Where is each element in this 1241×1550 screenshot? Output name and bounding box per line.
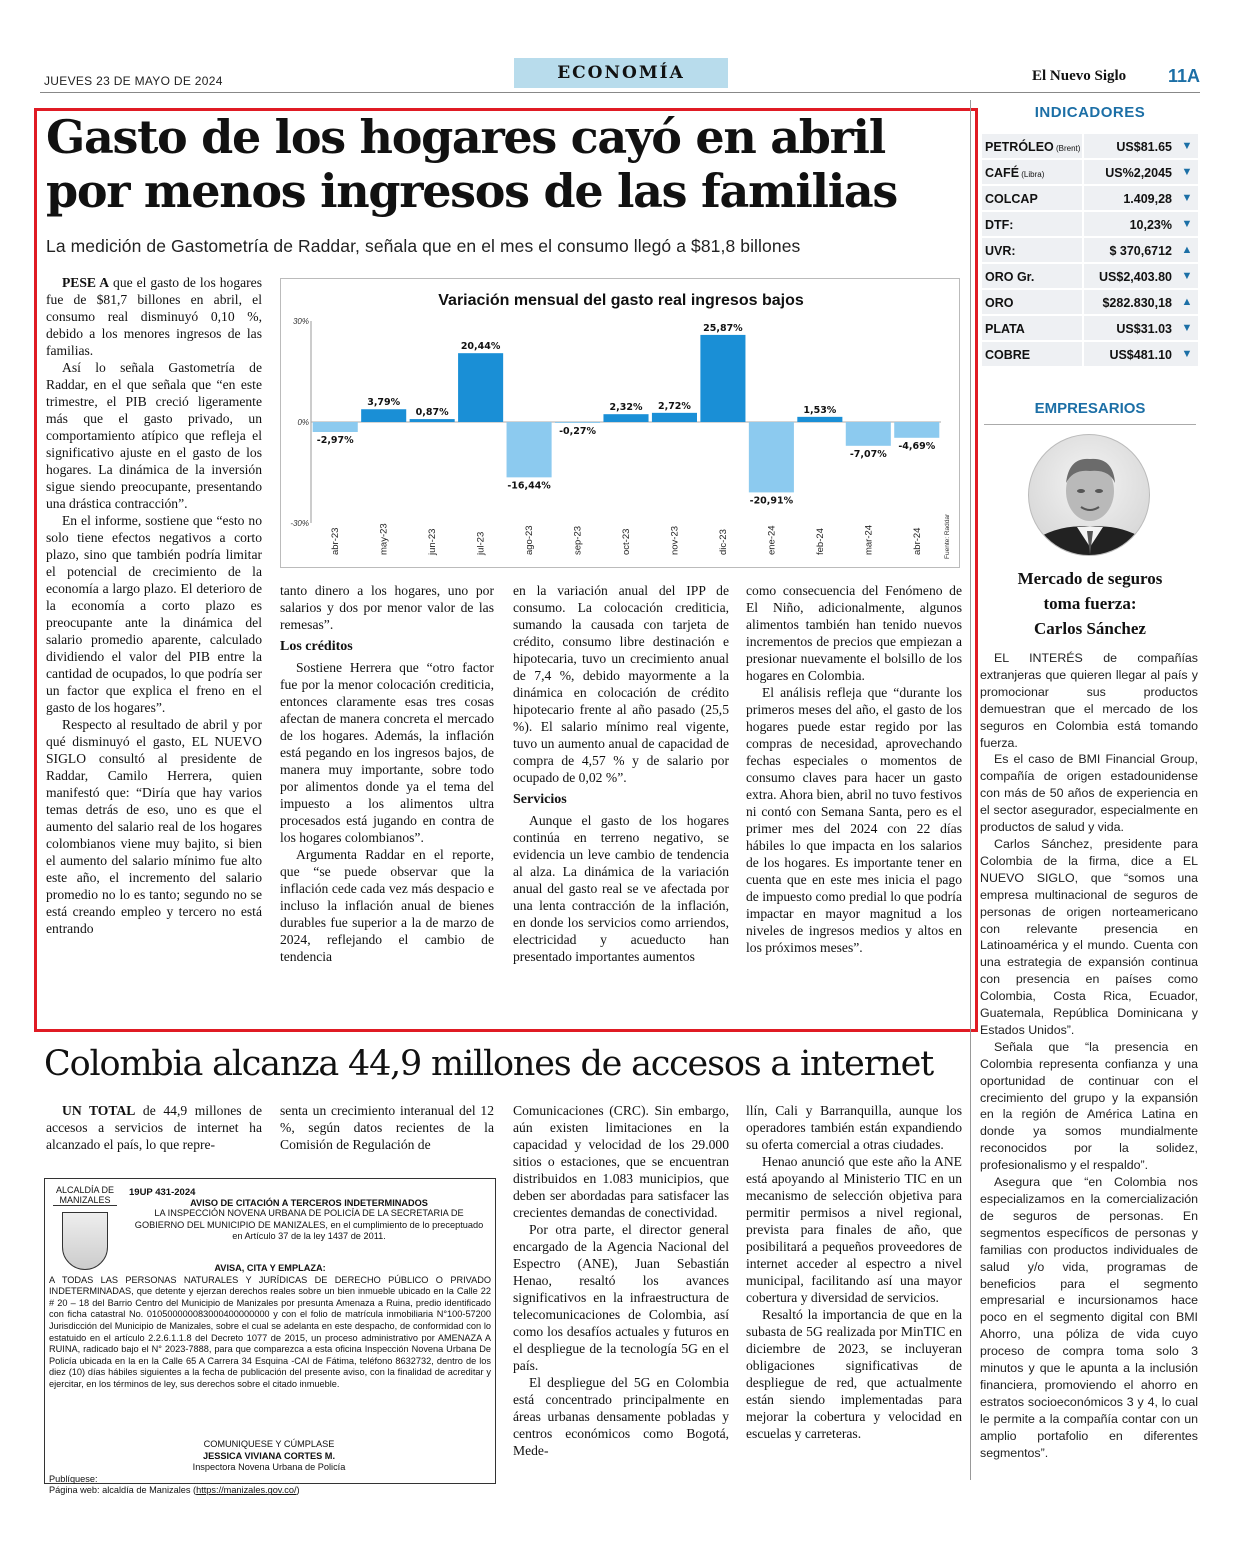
paragraph: El despliegue del 5G en Colombia está concentrado principalmente en áreas urbanas densamente pobladas y centros económicos como Bogotá, Mede- [513,1375,729,1458]
x-tick-label: may-23 [378,523,390,555]
paragraph: de 44,9 millones de accesos a servicios de internet ha alcanzado el país, lo que repre- [46,1103,262,1152]
article2-column-3 [513,1102,729,1459]
indicator-name [982,264,1084,288]
paragraph: Por otra parte, el director general encargado de la Agencia Nacional del Espectro (ANE), Juan Sebastián Henao, resaltó los avances significativos en la infraestructura de telecomunicaciones de Colombia, así como los desafíos actuales y futuros en el despliegue de la tecnología 5G en el país. [513,1222,729,1373]
indicator-row [982,212,1198,238]
indicator-row [982,186,1198,212]
indicator-value: US$81.65 [1116,140,1172,154]
x-tick-label: ene-24 [766,525,778,555]
notice-code: 19UP 431-2024 [129,1187,196,1198]
page-number: 11A [1168,66,1201,86]
x-tick-label: abr-24 [911,527,923,555]
indicator-name [982,134,1084,158]
paragraph: como consecuencia del Fenómeno de El Niño, adicionalmente, algunos alimentos también han tenido nuevos incrementos de precios que empiezan a presionar nuevamente el bolsillo de los hogares en Colombia. [746,583,962,683]
data-label: -4,69% [898,440,936,452]
x-tick-label: dic-23 [717,529,729,555]
indicator-note: (Libra) [1019,170,1045,179]
shield-icon [62,1212,108,1270]
municipality-logo [53,1185,117,1270]
article-column-3 [513,582,729,965]
article-column-1 [46,274,262,937]
chart-bar [894,422,939,438]
chart-container [280,278,960,568]
indicators-title: INDICADORES [1034,104,1146,121]
headline-line-3: Carlos Sánchez [1034,619,1146,638]
indicator-name [982,212,1084,236]
x-tick-label: oct-23 [621,528,632,555]
indicator-label: ORO Gr. [985,270,1035,284]
indicator-label: DTF: [985,218,1014,232]
indicator-row [982,264,1198,290]
chart-title: Variación mensual del gasto real ingresos bajos [438,292,804,309]
chart-bar [846,422,891,446]
person-portrait-icon [1029,435,1150,556]
paragraph: EL INTERÉS de compañías extranjeras que quieren llegar al país y promocionar sus productos demuestran que el mercado de los seguros en Colombia está tomando fuerza. [980,651,1198,750]
data-label: 3,79% [367,397,401,409]
indicator-label: ORO [985,296,1014,310]
notice-signer-role: Inspectora Novena Urbana de Policía [192,1462,346,1473]
data-label: 2,32% [609,402,643,414]
indicator-label: PETRÓLEO [985,140,1054,154]
indicator-value: $282.830,18 [1102,296,1172,310]
lead-words: UN TOTAL [62,1103,136,1118]
arrow-up-icon: ▲ [1181,244,1193,256]
notice-body [49,1263,491,1391]
article-headline [46,110,966,218]
headline-line-2: toma fuerza: [1043,594,1137,613]
data-label: 0,87% [415,407,449,419]
indicator-label: COBRE [985,348,1031,362]
x-tick-label: abr-23 [330,527,342,555]
chart-bar [458,353,503,422]
web-label: Página web: alcaldía de Manizales ( [49,1485,197,1496]
indicator-label: UVR: [985,244,1016,258]
chart-bar [555,422,600,423]
headline-line-1: Gasto de los hogares cayó en abril [46,110,885,164]
paragraph: Carlos Sánchez, presidente para Colombia de la firma, dice a EL NUEVO SIGLO, que “somos una empresa multinacional de seguros de personas de origen norteamericano con relevante presencia en Latinoamérica y el mundo. Cuenta con una estrategia de expansión continua con presencia en países como Colombia, Costa Rica, Ecuador, Guatemala, República Dominicana y Estados Unidos”. [980,836,1198,1037]
chart-bar [361,409,406,422]
indicator-value: US$2,403.80 [1099,270,1172,284]
indicator-row [982,290,1198,316]
lead-words: PESE A [62,275,110,290]
data-label: 1,53% [803,404,837,416]
arrow-down-icon: ▼ [1181,348,1193,360]
indicators-table [982,134,1198,368]
logo-text: ALCALDÍA DE MANIZALES [53,1185,117,1206]
indicator-label: COLCAP [985,192,1038,206]
indicator-name [982,186,1084,210]
empresarios-title: EMPRESARIOS [1034,400,1146,417]
indicator-row [982,342,1198,368]
bar-chart [281,279,961,569]
indicator-name [982,290,1084,314]
paragraph: En el informe, sostiene que “esto no solo tiene efectos negativos a corto plazo, sino que también podría limitar el potencial de crecimiento de la economía a largo plazo. El deterioro de la economía a corto plazo es preocupante ante la dinámica del salario promedio aparente, calculado dividiendo el valor del PIB entre la cantidad de ocupados, lo que podría ser un factor que explica el freno en el gasto de los hogares”. [46,513,262,715]
arrow-down-icon: ▼ [1181,218,1193,230]
indicator-row [982,316,1198,342]
data-label: 20,44% [460,341,501,353]
paragraph: en la variación anual del IPP de consumo. La colocación crediticia, sumando la causada con tarjeta de crédito, consumo libre destinación e hipotecaria, tuvo un crecimiento anual de 7,4 %, debido mayormente a la dinámica en colocación de crédito hipotecario frente al año pasado (25,5 %). El salario mínimo real vigente, tuvo un aumento anual de capacidad de compra de 4,57 % y de salario por ocupado de 0,02 %”. [513,583,729,785]
chart-bar [410,419,455,422]
header-rule [40,92,1200,93]
indicator-value: US$481.10 [1109,348,1172,362]
notice-header [129,1187,489,1243]
x-tick-label: jun-23 [427,528,439,555]
x-tick-label: jul-23 [475,531,487,555]
notice-footer [49,1439,489,1497]
paragraph: Respecto al resultado de abril y por qué disminuyó el gasto, EL NUEVO SIGLO consultó al presidente de Raddar, Camilo Herrera, quien manifestó que: “Diría que hay varios temas detrás de eso, uno es que el aumento del salario real de los hogares colombianos viene muy bajito, si bien el aumento del salario mínimo fue alto este año, el incremento del salario promedio no lo es tanto; segundo no se está creando empleo y tercero no está entrando [46,717,262,936]
subheading: Los créditos [280,639,353,654]
article2-column-1 [46,1102,262,1153]
arrow-down-icon: ▼ [1181,270,1193,282]
arrow-down-icon: ▼ [1181,322,1193,334]
paragraph: Comunicaciones (CRC). Sin embargo, aún existen limitaciones en la capacidad y velocidad de los 29.000 sitios o estaciones, que se encuentran distribuidos en 1.083 municipios, que deben ser abordadas para satisfacer las crecientes demandas de conectividad. [513,1103,729,1220]
notice-publish: Publíquese: [49,1473,98,1484]
headline-line-1: Mercado de seguros [1017,569,1163,588]
paragraph: tanto dinero a los hogares, uno por salarios y dos por menor valor de las remesas”. [280,583,494,632]
x-tick-label: sep-23 [572,525,584,555]
paragraph: llín, Cali y Barranquilla, aunque los operadores también están expandiendo su oferta comercial a otras ciudades. [746,1103,962,1152]
data-label: 2,72% [657,400,691,412]
paragraph: Señala que “la presencia en Colombia representa confianza y una oportunidad de continuar con el crecimiento del grupo y la expansión en la región de América Latina en donde ya somos mundialmente reconocidos por la solidez, profesionalismo y el respaldo”. [980,1039,1198,1173]
notice-subtitle: AVISA, CITA Y EMPLAZA: [214,1263,326,1273]
y-tick-label: -30% [290,519,309,528]
article2-column-2 [280,1102,494,1153]
paragraph: Asegura que “en Colombia nos especializamos en la comercialización de seguros de personas. En segmentos específicos de personas y familias con productos individuales de salud y/o vida, programas de beneficios para el segmento empresarial e incursionamos hace poco en el segmento digital con BMI Ahorro, una póliza de vida cuyo proceso de compra toma solo 3 minutos y que le apunta a la inclusión financiera, promoviendo el ahorro en estratos socioeconómicos 3 y 4, lo cual le permite a la compañía contar con un amplio portafolio en diferentes segmentos”. [980,1175,1198,1460]
arrow-down-icon: ▼ [1181,140,1193,152]
data-label: -0,27% [559,425,596,437]
data-label: -7,07% [849,448,887,460]
headline-line-2: por menos ingresos de las familias [46,164,897,218]
arrow-down-icon: ▼ [1181,192,1193,204]
indicator-value: 10,23% [1129,218,1172,232]
article2-headline: Colombia alcanza 44,9 millones de accesos a internet [44,1044,933,1084]
arrow-down-icon: ▼ [1181,166,1193,178]
indicator-value: 1.409,28 [1123,192,1172,206]
empresarios-rule [984,424,1196,425]
portrait-photo [1028,434,1150,556]
paragraph: Así lo señala Gastometría de Raddar, en el que señala que “en este trimestre, el PIB creció ligeramente más que el gasto privado, un comportamiento atípico que refleja el significativo ajuste en el gasto de los hogares. La dinámica de la inversión sigue siendo preocupante, presentando una drástica contracción”. [46,360,262,511]
x-tick-label: feb-24 [814,528,826,555]
notice-web [49,1485,489,1497]
paragraph: Es el caso de BMI Financial Group, compañía de origen estadounidense con más de 50 años de experiencia en el sector asegurador, especialmente en productos de salud y vida. [980,752,1198,835]
notice-signer: JESSICA VIVIANA CORTES M. [202,1450,336,1461]
paragraph: El análisis refleja que “durante los primeros meses del año, el gasto de los hogares puede estar regido por las compras de necesidad, aprovechando fechas especiales o momentos de consumo claves para hacer un gasto extra. Ahora bien, abril no tuvo festivos ni contó con Semana Santa, pero es el primer mes del 2024 con 22 días hábiles lo que impacta en los salarios de los hogares. Es importante tener en cuenta que en este mes inicia el pago de impuesto como predial lo que podría impactar en mayor magnitud a los niveles de ingresos medios y altos en los próximos meses”. [746,685,962,955]
notice-text: A TODAS LAS PERSONAS NATURALES Y JURÍDICAS DE DERECHO PÚBLICO O PRIVADO INDETERMINADAS, que detente y ejerzan derechos reales sobre un bien inmueble ubicado en la Calle 22 # 20 – 18 del Barrio Centro del Municipio de Manizales por presunta Amenaza a Ruina, predio identificado con ficha catastral No. 010500000083000400000000 y con el folio de matrícula inmobiliaria N°100-57200 Jurisdicción del Municipio de Manizales, sobre el cual se adelanta en este despacho, de conformidad con lo estatuido en el artículo 2.2.6.1.1.8 del Decreto 1077 de 2015, un proceso administrativo por AMENAZA A RUINA, radicado bajo el N° 2023-7888, para que comparezca a esta oficina Inspección Novena Urbana De Policía ubicada en la en la Calle 65 A Carrera 34 Esquina -CAI de Fátima, teléfono 8632732, dentro de los diez (10) días hábiles siguientes a la fecha de publicación del presente aviso, con la finalidad de acreditar y ejercitar, en los términos de ley, sus derechos sobre el citado inmueble. [49,1274,491,1389]
data-label: 25,87% [703,322,743,334]
subheading: Servicios [513,792,567,807]
indicator-name [982,238,1084,262]
chart-bar [603,414,648,422]
article-subhead: La medición de Gastometría de Raddar, señala que en el mes el consumo llegó a $81,8 billones [46,236,801,256]
indicator-value: US%2,2045 [1105,166,1172,180]
sidebar-divider [970,100,971,1480]
data-label: -20,91% [749,495,794,507]
legal-notice [44,1178,496,1496]
data-label: -2,97% [316,434,354,446]
indicator-row [982,160,1198,186]
paragraph: senta un crecimiento interanual del 12 %, según datos recientes de la Comisión de Regulación de [280,1103,494,1152]
indicator-row [982,134,1198,160]
indicator-row [982,238,1198,264]
data-label: -16,44% [507,480,551,492]
chart-bar [797,417,842,422]
notice-intro: LA INSPECCIÓN NOVENA URBANA DE POLICÍA DE LA SECRETARIA DE GOBIERNO DEL MUNICIPIO DE MANIZALES, en el cumplimiento de lo preceptuado en Artículo 37 de la ley 1437 de 2011. [134,1208,484,1242]
indicator-name [982,316,1084,340]
article-column-4 [746,582,962,956]
web-close: ) [296,1485,300,1496]
chart-bar [313,422,358,432]
indicator-label: CAFÉ [985,166,1020,180]
chart-bar [507,422,552,477]
section-banner: ECONOMÍA [514,58,728,88]
paragraph: Resaltó la importancia de que en la subasta de 5G realizada por MinTIC en diciembre de 2023, se incluyeran obligaciones significativas de despliegue de red, que actualmente están siendo implementadas para mejorar la cobertura y velocidad en escuelas y carreteras. [746,1307,962,1441]
article2-column-4 [746,1102,962,1442]
paragraph: Sostiene Herrera que “otro factor fue por la menor colocación crediticia, entonces claramente esas tres cosas afectan de manera concreta el mercado de los hogares. Además, la inflación está pegando en los ingresos bajos, de manera muy importante, sobre todo por alimentos donde ya el tema del impuesto a los alimentos ultra procesados está jugando en contra de los hogares colombianos”. [280,660,494,845]
indicator-value: $ 370,6712 [1109,244,1172,258]
chart-bar [700,335,745,422]
web-link[interactable]: https://manizales.gov.co/ [196,1485,297,1496]
notice-title: AVISO DE CITACIÓN A TERCEROS INDETERMINADOS [190,1198,428,1208]
indicator-note: (Brent) [1053,144,1081,153]
notice-closing: COMUNIQUESE Y CÚMPLASE [203,1439,335,1449]
paragraph: Argumenta Raddar en el reporte, que “se puede observar que la inflación cede cada vez más despacio e incluso la inflación anual de bienes durables fue superior a la de marzo de 2024, reflejando el cambio de tendencia [280,847,494,964]
arrow-up-icon: ▲ [1181,296,1193,308]
paragraph: que el gasto de los hogares fue de $81,7 billones en abril, el consumo real disminuyó 0,10 %, debido a los menores ingresos de las familias. [46,275,262,358]
chart-bar [749,422,794,492]
page-date: JUEVES 23 DE MAYO DE 2024 [44,74,223,88]
chart-bar [652,413,697,422]
x-tick-label: mar-24 [863,524,875,555]
chart-source: Fuente: Raddar [944,513,951,559]
empresarios-body [980,650,1198,1462]
paragraph: Henao anunció que este año la ANE está apoyando al Ministerio TIC en un mecanismo de selección objetiva para permitir permisos a nivel regional, prevista para finales de año, que posibilitará a pequeños proveedores de internet acceder al espectro a nivel municipal, facilitando así una mayor cobertura y diversidad de servicios. [746,1154,962,1305]
article-column-2 [280,582,494,965]
indicator-name [982,160,1084,184]
x-tick-label: nov-23 [669,525,681,555]
indicator-label: PLATA [985,322,1025,336]
y-tick-label: 0% [297,418,309,427]
indicator-name [982,342,1084,366]
y-tick-label: 30% [292,317,309,326]
empresarios-headline [984,566,1196,641]
x-tick-label: ago-23 [524,525,536,555]
paragraph: Aunque el gasto de los hogares continúa en terreno negativo, se evidencia un leve cambio de tendencia al alza. La dinámica de la variación anual del gasto real se ve afectada por una lenta contracción de la inflación, en donde los servicios como arriendos, electricidad y acueducto han presentado importantes aumentos [513,813,729,964]
indicator-value: US$31.03 [1116,322,1172,336]
newspaper-name: El Nuevo Siglo [1032,68,1127,84]
